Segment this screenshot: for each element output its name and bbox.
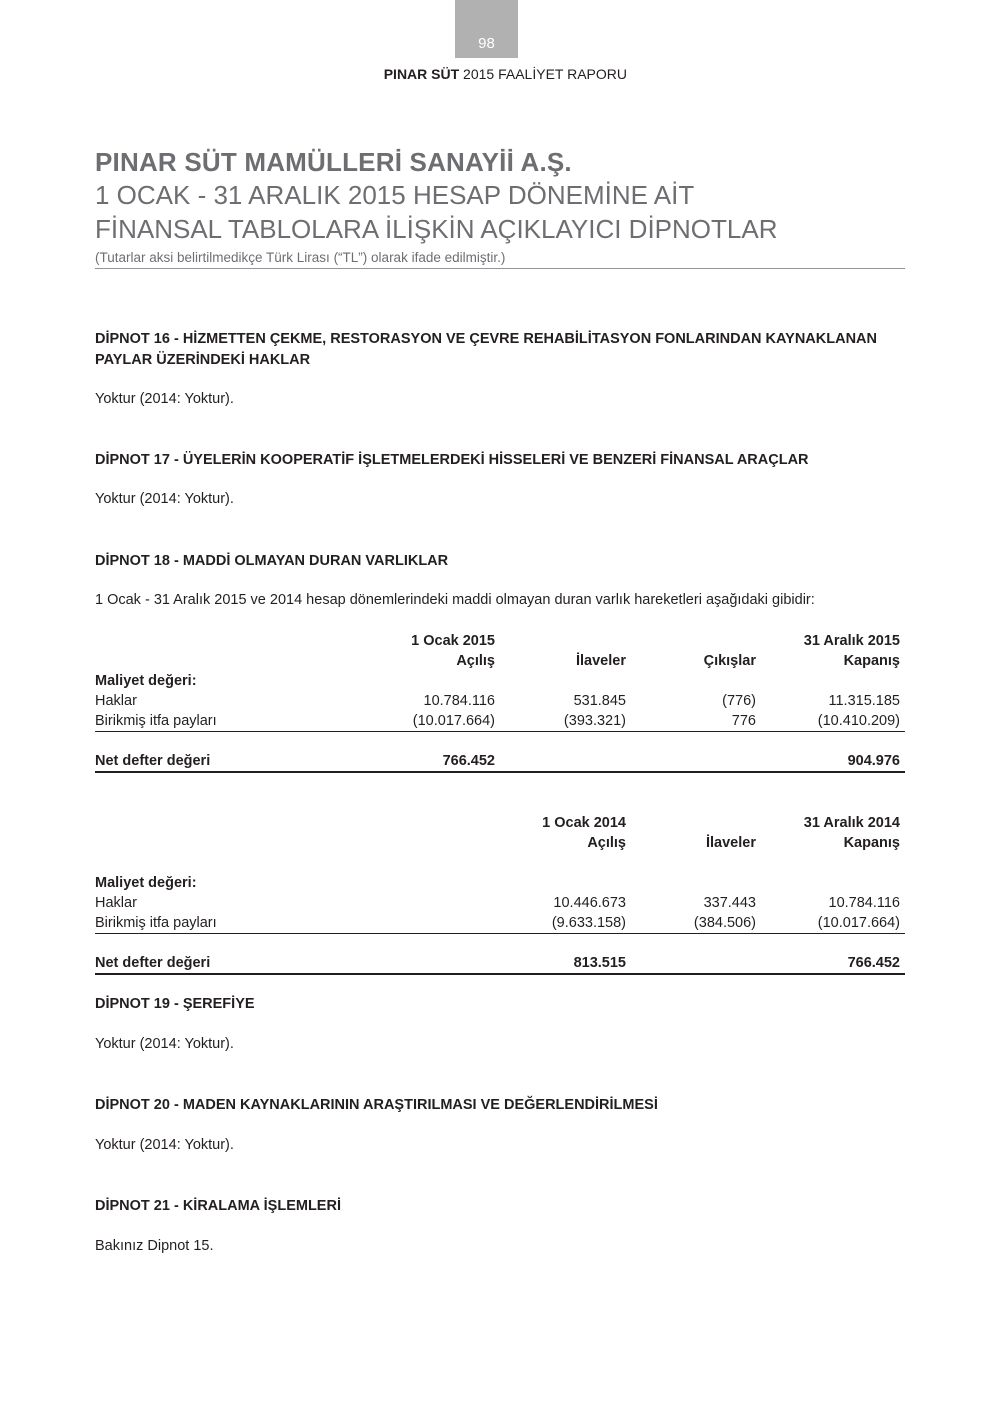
running-header-brand: PINAR SÜT: [383, 66, 460, 82]
row-label: Birikmiş itfa payları: [95, 915, 217, 931]
column-header-closing-date: 31 Aralık 2014: [803, 815, 900, 831]
intangibles-table-2015: [95, 631, 905, 773]
currency-note: (Tutarlar aksi belirtilmedikçe Türk Lirası (“TL”) olarak ifade edilmiştir.): [95, 250, 905, 269]
cell-additions: (393.321): [563, 713, 626, 729]
column-header-opening: Açılış: [456, 653, 495, 669]
column-header-closing: Kapanış: [843, 835, 900, 851]
company-name: PINAR SÜT MAMÜLLERİ SANAYİİ A.Ş.: [95, 147, 572, 177]
row-label: Maliyet değeri:: [95, 875, 197, 891]
column-header-closing-date: 31 Aralık 2015: [803, 633, 900, 649]
cell-additions: (384.506): [693, 915, 756, 931]
row-label: Haklar: [95, 895, 137, 911]
cell-disposals: (776): [722, 693, 756, 709]
table-header-row: [95, 833, 905, 853]
cell-closing: 10.784.116: [828, 895, 900, 911]
column-header-disposals: Çıkışlar: [703, 653, 756, 669]
page-number: 98: [455, 0, 518, 58]
cell-opening: 10.784.116: [423, 693, 495, 709]
section-body-dipnot-17: Yoktur (2014: Yoktur).: [95, 491, 234, 507]
table-row: [95, 893, 905, 913]
section-heading-dipnot-21: DİPNOT 21 - KİRALAMA İŞLEMLERİ: [95, 1198, 341, 1214]
cell-opening: (10.017.664): [412, 713, 495, 729]
column-header-additions: İlaveler: [576, 653, 626, 669]
cell-opening: 10.446.673: [553, 895, 626, 911]
column-header-additions: İlaveler: [706, 835, 756, 851]
column-header-opening: Açılış: [587, 835, 626, 851]
spacer-row: [95, 934, 905, 953]
cell-additions: 531.845: [573, 693, 626, 709]
table-row: [95, 913, 905, 934]
spacer-row: [95, 732, 905, 751]
section-body-dipnot-16: Yoktur (2014: Yoktur).: [95, 391, 234, 407]
row-label: Maliyet değeri:: [95, 673, 197, 689]
cell-disposals: 776: [731, 713, 756, 729]
running-header-title: 2015 FAALİYET RAPORU: [459, 66, 627, 82]
table-header-row: [95, 813, 905, 833]
cell-opening: 766.452: [442, 753, 495, 769]
column-header-closing: Kapanış: [843, 653, 900, 669]
spacer-row: [95, 853, 905, 873]
table-row: [95, 873, 905, 893]
table-row: [95, 671, 905, 691]
section-heading-dipnot-16: DİPNOT 16 - HİZMETTEN ÇEKME, RESTORASYON VE ÇEVRE REHABİLİTASYON FONLARINDAN KAYNAKLANAN PAYLAR ÜZERİNDEKİ HAKLAR: [95, 331, 877, 368]
document-title-block: [95, 146, 905, 269]
cell-closing: 766.452: [847, 955, 900, 971]
cell-closing: (10.410.209): [817, 713, 900, 729]
cell-closing: 11.315.185: [828, 693, 900, 709]
table-total-row: [95, 953, 905, 975]
table-row: [95, 691, 905, 711]
section-heading-dipnot-19: DİPNOT 19 - ŞEREFİYE: [95, 996, 255, 1012]
section-heading-dipnot-18: DİPNOT 18 - MADDİ OLMAYAN DURAN VARLIKLAR: [95, 553, 449, 569]
column-header-opening-date: 1 Ocak 2014: [542, 815, 626, 831]
row-label: Haklar: [95, 693, 137, 709]
title-description: FİNANSAL TABLOLARA İLİŞKİN AÇIKLAYICI DİPNOTLAR: [95, 214, 778, 244]
table-header-row: [95, 631, 905, 651]
section-body-dipnot-20: Yoktur (2014: Yoktur).: [95, 1137, 234, 1153]
intangibles-table-2014: [95, 813, 905, 975]
row-label: Net defter değeri: [95, 955, 211, 971]
column-header-opening-date: 1 Ocak 2015: [411, 633, 495, 649]
cell-closing: 904.976: [847, 753, 900, 769]
section-body-dipnot-19: Yoktur (2014: Yoktur).: [95, 1036, 234, 1052]
title-period: 1 OCAK - 31 ARALIK 2015 HESAP DÖNEMİNE AİT: [95, 180, 695, 210]
running-header: [0, 66, 627, 82]
section-body-dipnot-21: Bakınız Dipnot 15.: [95, 1238, 214, 1254]
table-header-row: [95, 651, 905, 671]
cell-additions: 337.443: [703, 895, 756, 911]
section-body-dipnot-18: 1 Ocak - 31 Aralık 2015 ve 2014 hesap dönemlerindeki maddi olmayan duran varlık hareketleri aşağıdaki gibidir:: [95, 592, 815, 608]
cell-closing: (10.017.664): [817, 915, 900, 931]
row-label: Birikmiş itfa payları: [95, 713, 217, 729]
row-label: Net defter değeri: [95, 753, 211, 769]
cell-opening: 813.515: [573, 955, 626, 971]
section-heading-dipnot-17: DİPNOT 17 - ÜYELERİN KOOPERATİF İŞLETMELERDEKİ HİSSELERİ VE BENZERİ FİNANSAL ARAÇLAR: [95, 452, 809, 468]
cell-opening: (9.633.158): [551, 915, 626, 931]
table-total-row: [95, 751, 905, 773]
table-row: [95, 711, 905, 732]
section-heading-dipnot-20: DİPNOT 20 - MADEN KAYNAKLARININ ARAŞTIRILMASI VE DEĞERLENDİRİLMESİ: [95, 1097, 658, 1113]
